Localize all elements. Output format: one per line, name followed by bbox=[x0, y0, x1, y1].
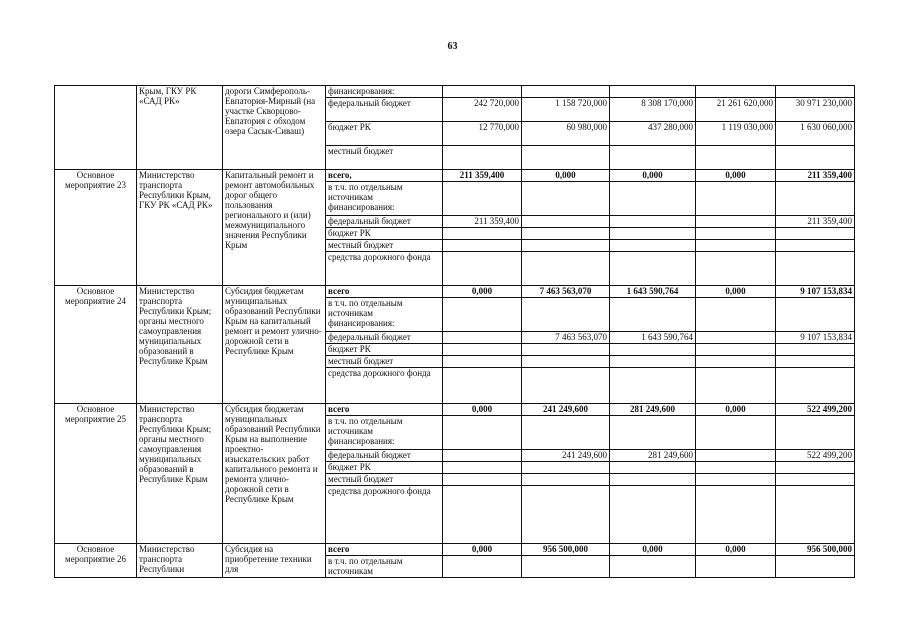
amount-cell bbox=[443, 298, 522, 332]
amount-cell bbox=[696, 486, 776, 544]
amount-cell: 0,000 bbox=[696, 544, 776, 556]
amount-cell bbox=[696, 450, 776, 462]
amount-cell bbox=[776, 474, 855, 486]
amount-cell bbox=[776, 556, 855, 578]
executor-cell: Министерство транспорта Республики Крым; органы местного самоуправления муниципальных образований в Республике Крым bbox=[137, 404, 223, 544]
funding-source-cell: бюджет РК bbox=[326, 344, 443, 356]
executor-cell: Министерство транспорта Республики bbox=[137, 544, 223, 578]
amount-cell: 956 500,000 bbox=[776, 544, 855, 556]
amount-cell: 0,000 bbox=[443, 544, 522, 556]
amount-cell bbox=[610, 556, 696, 578]
amount-cell bbox=[443, 252, 522, 286]
activity-name-cell: Капитальный ремонт и ремонт автомобильных дорог общего пользования регионального и (или) межмуниципального значения Республики Крым bbox=[223, 170, 326, 286]
funding-source-cell: федеральный бюджет bbox=[326, 450, 443, 462]
amount-cell bbox=[522, 474, 610, 486]
executor-cell: Министерство транспорта Республики Крым, ГКУ РК «САД РК» bbox=[137, 170, 223, 286]
amount-cell bbox=[696, 298, 776, 332]
funding-source-cell: местный бюджет bbox=[326, 474, 443, 486]
amount-cell bbox=[696, 86, 776, 98]
amount-cell bbox=[776, 356, 855, 368]
amount-cell bbox=[522, 182, 610, 216]
amount-cell bbox=[522, 240, 610, 252]
event-cell: Основное мероприятие 24 bbox=[55, 286, 137, 404]
amount-cell bbox=[696, 228, 776, 240]
amount-cell: 241 249,600 bbox=[522, 404, 610, 416]
amount-cell: 0,000 bbox=[610, 544, 696, 556]
funding-source-cell: всего bbox=[326, 544, 443, 556]
funding-source-cell: в т.ч. по отдельным источникам финансирования: bbox=[326, 298, 443, 332]
funding-source-cell: всего bbox=[326, 286, 443, 298]
amount-cell bbox=[776, 228, 855, 240]
amount-cell bbox=[443, 344, 522, 356]
amount-cell: 7 463 563,070 bbox=[522, 332, 610, 344]
executor-cell: Министерство транспорта Республики Крым; органы местного самоуправления муниципальных образований в Республике Крым bbox=[137, 286, 223, 404]
activity-name-cell: Субсидия на приобретение техники для bbox=[223, 544, 326, 578]
amount-cell bbox=[443, 86, 522, 98]
amount-cell bbox=[776, 298, 855, 332]
funding-source-cell: всего bbox=[326, 404, 443, 416]
amount-cell bbox=[610, 146, 696, 170]
table-row bbox=[55, 544, 855, 556]
funding-source-cell: бюджет РК bbox=[326, 228, 443, 240]
amount-cell: 1 643 590,764 bbox=[610, 332, 696, 344]
amount-cell bbox=[443, 462, 522, 474]
funding-source-cell: федеральный бюджет bbox=[326, 98, 443, 122]
amount-cell: 0,000 bbox=[696, 404, 776, 416]
amount-cell: 522 499,200 bbox=[776, 404, 855, 416]
amount-cell bbox=[696, 462, 776, 474]
amount-cell bbox=[522, 146, 610, 170]
amount-cell bbox=[522, 344, 610, 356]
table-row bbox=[55, 170, 855, 182]
amount-cell: 9 107 153,834 bbox=[776, 286, 855, 298]
amount-cell bbox=[776, 368, 855, 404]
amount-cell: 0,000 bbox=[522, 170, 610, 182]
event-cell: Основное мероприятие 23 bbox=[55, 170, 137, 286]
amount-cell bbox=[443, 556, 522, 578]
amount-cell bbox=[522, 416, 610, 450]
amount-cell bbox=[443, 332, 522, 344]
funding-source-cell: федеральный бюджет bbox=[326, 332, 443, 344]
amount-cell bbox=[610, 356, 696, 368]
amount-cell: 956 500,000 bbox=[522, 544, 610, 556]
amount-cell bbox=[443, 228, 522, 240]
amount-cell bbox=[610, 86, 696, 98]
amount-cell bbox=[776, 462, 855, 474]
amount-cell bbox=[696, 356, 776, 368]
funding-source-cell: местный бюджет bbox=[326, 146, 443, 170]
funding-source-cell: средства дорожного фонда bbox=[326, 368, 443, 404]
funding-source-cell: федеральный бюджет bbox=[326, 216, 443, 228]
amount-cell bbox=[443, 146, 522, 170]
amount-cell: 0,000 bbox=[443, 404, 522, 416]
amount-cell: 281 249,600 bbox=[610, 450, 696, 462]
amount-cell bbox=[696, 252, 776, 286]
amount-cell: 0,000 bbox=[443, 286, 522, 298]
amount-cell: 7 463 563,070 bbox=[522, 286, 610, 298]
amount-cell bbox=[522, 368, 610, 404]
table-row bbox=[55, 286, 855, 298]
amount-cell bbox=[522, 356, 610, 368]
amount-cell bbox=[610, 252, 696, 286]
amount-cell bbox=[696, 474, 776, 486]
amount-cell bbox=[522, 252, 610, 286]
amount-cell: 0,000 bbox=[610, 170, 696, 182]
amount-cell bbox=[443, 182, 522, 216]
amount-cell: 0,000 bbox=[696, 170, 776, 182]
amount-cell bbox=[610, 216, 696, 228]
table-row bbox=[55, 86, 855, 98]
amount-cell bbox=[776, 416, 855, 450]
amount-cell bbox=[443, 486, 522, 544]
funding-source-cell: финансирования: bbox=[326, 86, 443, 98]
amount-cell bbox=[610, 416, 696, 450]
budget-table bbox=[54, 85, 855, 578]
amount-cell bbox=[522, 228, 610, 240]
amount-cell: 211 359,400 bbox=[776, 216, 855, 228]
amount-cell bbox=[776, 252, 855, 286]
amount-cell: 211 359,400 bbox=[443, 216, 522, 228]
amount-cell: 522 499,200 bbox=[776, 450, 855, 462]
funding-source-cell: средства дорожного фонда bbox=[326, 486, 443, 544]
amount-cell: 211 359,400 bbox=[443, 170, 522, 182]
amount-cell: 242 720,000 bbox=[443, 98, 522, 122]
funding-source-cell: в т.ч. по отдельным источникам bbox=[326, 556, 443, 578]
amount-cell bbox=[696, 240, 776, 252]
amount-cell bbox=[522, 486, 610, 544]
amount-cell bbox=[776, 240, 855, 252]
amount-cell bbox=[443, 474, 522, 486]
amount-cell bbox=[696, 146, 776, 170]
amount-cell: 1 643 590,764 bbox=[610, 286, 696, 298]
funding-source-cell: в т.ч. по отдельным источникам финансирования: bbox=[326, 416, 443, 450]
funding-source-cell: всего, bbox=[326, 170, 443, 182]
amount-cell: 0,000 bbox=[696, 286, 776, 298]
amount-cell bbox=[443, 368, 522, 404]
amount-cell: 211 359,400 bbox=[776, 170, 855, 182]
activity-name-cell: Субсидия бюджетам муниципальных образований Республики Крым на выполнение проектно-изыскательских работ капитального ремонта и ремонта улично-дорожной сети в Республике Крым bbox=[223, 404, 326, 544]
amount-cell: 21 261 620,000 bbox=[696, 98, 776, 122]
amount-cell bbox=[776, 182, 855, 216]
amount-cell: 281 249,600 bbox=[610, 404, 696, 416]
amount-cell bbox=[610, 486, 696, 544]
amount-cell: 1 158 720,000 bbox=[522, 98, 610, 122]
event-cell bbox=[55, 86, 137, 170]
amount-cell bbox=[696, 416, 776, 450]
event-cell: Основное мероприятие 26 bbox=[55, 544, 137, 578]
amount-cell: 1 119 030,000 bbox=[696, 122, 776, 146]
amount-cell: 437 280,000 bbox=[610, 122, 696, 146]
amount-cell bbox=[610, 344, 696, 356]
amount-cell bbox=[696, 368, 776, 404]
amount-cell bbox=[696, 182, 776, 216]
table-body bbox=[55, 86, 855, 578]
executor-cell: Крым, ГКУ РК «САД РК» bbox=[137, 86, 223, 170]
activity-name-cell: дороги Симферополь-Евпатория-Мирный (на участке Скворцово-Евпатория с обходом озера Сасык-Сиваш) bbox=[223, 86, 326, 170]
amount-cell bbox=[776, 344, 855, 356]
amount-cell bbox=[610, 228, 696, 240]
funding-source-cell: местный бюджет bbox=[326, 356, 443, 368]
funding-source-cell: местный бюджет bbox=[326, 240, 443, 252]
table-row bbox=[55, 404, 855, 416]
funding-source-cell: средства дорожного фонда bbox=[326, 252, 443, 286]
amount-cell: 60 980,000 bbox=[522, 122, 610, 146]
funding-source-cell: бюджет РК bbox=[326, 122, 443, 146]
amount-cell bbox=[776, 86, 855, 98]
page-number: 63 bbox=[447, 41, 458, 52]
amount-cell bbox=[696, 332, 776, 344]
amount-cell: 8 308 170,000 bbox=[610, 98, 696, 122]
amount-cell: 30 971 230,000 bbox=[776, 98, 855, 122]
event-cell: Основное мероприятие 25 bbox=[55, 404, 137, 544]
amount-cell: 12 770,000 bbox=[443, 122, 522, 146]
amount-cell bbox=[443, 356, 522, 368]
amount-cell bbox=[443, 450, 522, 462]
amount-cell bbox=[610, 240, 696, 252]
amount-cell bbox=[610, 298, 696, 332]
amount-cell: 241 249,600 bbox=[522, 450, 610, 462]
funding-source-cell: бюджет РК bbox=[326, 462, 443, 474]
amount-cell bbox=[522, 462, 610, 474]
amount-cell bbox=[610, 462, 696, 474]
amount-cell bbox=[522, 86, 610, 98]
amount-cell: 1 630 060,000 bbox=[776, 122, 855, 146]
amount-cell bbox=[522, 298, 610, 332]
amount-cell bbox=[522, 216, 610, 228]
amount-cell bbox=[443, 416, 522, 450]
activity-name-cell: Субсидия бюджетам муниципальных образований Республики Крым на капитальный ремонт и ремонт улично-дорожной сети в Республике Крым bbox=[223, 286, 326, 404]
amount-cell bbox=[776, 146, 855, 170]
amount-cell bbox=[610, 474, 696, 486]
amount-cell bbox=[776, 486, 855, 544]
amount-cell bbox=[443, 240, 522, 252]
funding-source-cell: в т.ч. по отдельным источникам финансирования: bbox=[326, 182, 443, 216]
amount-cell bbox=[610, 182, 696, 216]
amount-cell bbox=[696, 556, 776, 578]
amount-cell bbox=[696, 344, 776, 356]
amount-cell bbox=[696, 216, 776, 228]
amount-cell: 9 107 153,834 bbox=[776, 332, 855, 344]
amount-cell bbox=[522, 556, 610, 578]
amount-cell bbox=[610, 368, 696, 404]
